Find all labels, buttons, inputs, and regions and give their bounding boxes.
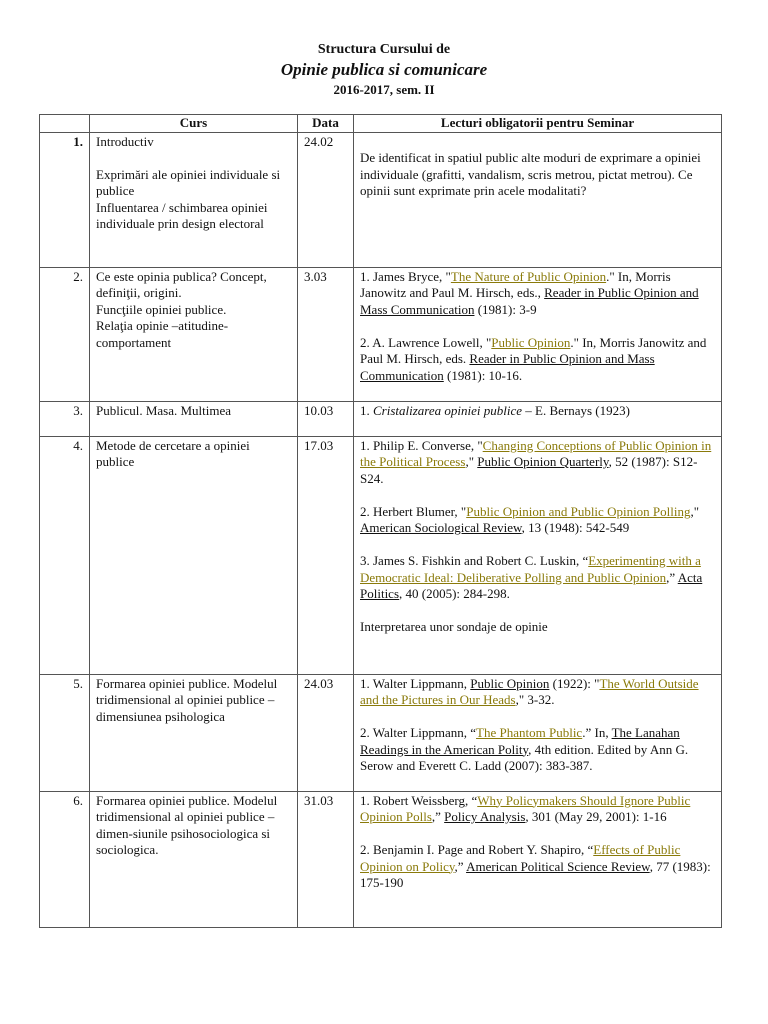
reading-text: (1981): 3-9 (474, 301, 537, 317)
course-text: Formarea opiniei publice. Modelul tridimensional al opiniei publice – dimensiunea psihologica (96, 675, 278, 724)
reading-item (360, 504, 715, 537)
reading-item (360, 725, 715, 775)
reading-text: , 4th edition. Edited by Ann G. Serow and Everett C. Ladd (2007): 383-387. (360, 741, 689, 773)
course-text: Relaţia opinie –atitudine-comportament (96, 318, 229, 350)
course-title: Opinie publica si comunicare (280, 60, 488, 79)
reading-item (360, 335, 715, 385)
course-text: Ce este opinia publica? Concept, definiţii, origini. (96, 268, 267, 300)
reading-item (360, 269, 715, 319)
reading-text: 1. (360, 402, 373, 418)
book-title: The Lanahan Readings in the American Polity (360, 725, 680, 757)
date-cell: 24.03 (298, 674, 354, 791)
reading-text: 2. Herbert Blumer, " (360, 503, 467, 519)
course-text: Exprimări ale opiniei individuale si publice (96, 166, 281, 198)
course-cell (90, 401, 298, 436)
table-row (40, 267, 722, 401)
course-text: Funcţiile opiniei publice. (96, 301, 227, 317)
reading-item (360, 553, 715, 603)
reading-text: ." In, Morris Janowitz and Paul M. Hirsch, eds., (360, 268, 671, 300)
reading-text: – E. Bernays (1923) (522, 402, 630, 418)
book-title: Reader in Public Opinion and Mass Communication (360, 285, 699, 317)
reading-text: ," (465, 454, 478, 469)
reading-link[interactable]: Changing Conceptions of Public Opinion in the Political Process (360, 437, 712, 469)
date-cell: 24.02 (298, 132, 354, 267)
row-number: 2. (40, 267, 90, 401)
reading-link[interactable]: Public Opinion (491, 334, 571, 350)
reading-item (360, 403, 715, 420)
reading-text: ,” (666, 569, 678, 585)
journal-title: Acta Politics (360, 569, 703, 601)
table-row (40, 401, 722, 436)
course-structure-table (39, 114, 722, 928)
reading-item (360, 676, 715, 709)
reading-link[interactable]: Public Opinion and Public Opinion Polling (466, 503, 691, 519)
reading-text: 2. Walter Lippmann, “ (360, 725, 477, 740)
reading-text: ," 3-32. (515, 692, 555, 707)
course-text: Formarea opiniei publice. Modelul tridimensional al opiniei publice – dimen-siunile psihosociologica si sociologica. (96, 792, 278, 857)
reading-item (360, 438, 715, 488)
row-number: 1. (40, 132, 90, 267)
journal-title: Public Opinion Quarterly (477, 454, 609, 469)
row-number: 6. (40, 791, 90, 927)
readings-cell (354, 267, 722, 401)
course-text (96, 150, 291, 167)
reading-text: , 40 (2005): 284-298. (399, 586, 510, 601)
reading-text: , 301 (May 29, 2001): 1-16 (525, 809, 667, 824)
table-row (40, 791, 722, 927)
reading-text: 1. Philip E. Converse, " (360, 437, 483, 453)
date-cell: 31.03 (298, 791, 354, 927)
reading-text: 3. James S. Fishkin and Robert C. Luskin, “ (360, 553, 589, 568)
reading-text: 1. Walter Lippmann, (360, 675, 471, 691)
reading-text: ." In, Morris Janowitz and Paul M. Hirsch, eds. (360, 334, 707, 366)
reading-text: , 52 (1987): S12-S24. (360, 454, 698, 486)
reading-link[interactable]: Experimenting with a Democratic Ideal: Deliberative Polling and Public Opinion (360, 553, 701, 585)
header-num (40, 115, 90, 133)
readings-cell (354, 401, 722, 436)
book-title: Public Opinion (470, 675, 550, 691)
reading-item (360, 793, 715, 826)
date-cell: 17.03 (298, 436, 354, 674)
title-line-1: Structura Cursului de (317, 42, 451, 57)
reading-text: ," (690, 503, 700, 519)
reading-text: (1922): " (549, 675, 600, 691)
reading-text: ,” (454, 858, 467, 874)
reading-text: 2. A. Lawrence Lowell, " (360, 334, 492, 350)
header-data: Data (298, 115, 354, 133)
reading-text: Interpretarea unor sondaje de opinie (360, 619, 548, 634)
course-text: Introductiv (96, 133, 154, 149)
course-cell (90, 674, 298, 791)
reading-text: , 77 (1983): 175-190 (360, 858, 711, 890)
book-title: Reader in Public Opinion and Mass Communication (360, 351, 655, 383)
reading-text: 1. James Bryce, " (360, 268, 451, 284)
row-number: 4. (40, 436, 90, 674)
reading-text: 1. Robert Weissberg, “ (360, 792, 478, 808)
reading-text: .” In, (582, 725, 612, 740)
header-lecturi: Lecturi obligatorii pentru Seminar (354, 115, 722, 133)
journal-title: American Political Science Review (466, 858, 650, 874)
reading-text: ,” (431, 809, 445, 824)
reading-item (360, 842, 715, 892)
course-text: Influentarea / schimbarea opiniei individuale prin design electoral (96, 199, 268, 231)
readings-cell (354, 674, 722, 791)
date-cell: 10.03 (298, 401, 354, 436)
row-number: 3. (40, 401, 90, 436)
reading-link[interactable]: The World Outside and the Pictures in Our Heads (360, 675, 699, 707)
header-curs: Curs (90, 115, 298, 133)
reading-link[interactable]: Why Policymakers Should Ignore Public Opinion Polls (360, 792, 691, 824)
reading-link[interactable]: Effects of Public Opinion on Policy (360, 842, 681, 874)
course-text: Publicul. Masa. Multimea (96, 402, 232, 418)
book-title: Cristalizarea opiniei publice (373, 402, 523, 418)
course-cell (90, 267, 298, 401)
course-cell (90, 791, 298, 927)
row-number: 5. (40, 674, 90, 791)
reading-text: De identificat in spatiul public alte moduri de exprimare a opiniei individuale (grafitti, vandalism, scris metrou, pictat metrou). Ce opinii sunt exprimate prin acele modalitati? (360, 150, 701, 198)
reading-text: 2. Benjamin I. Page and Robert Y. Shapiro, “ (360, 842, 594, 857)
readings-cell (354, 791, 722, 927)
table-row (40, 132, 722, 267)
table-row (40, 436, 722, 674)
journal-title: Policy Analysis (444, 809, 526, 824)
date-cell: 3.03 (298, 267, 354, 401)
course-cell (90, 132, 298, 267)
table-row (40, 674, 722, 791)
course-cell (90, 436, 298, 674)
table-header-row (40, 115, 722, 133)
academic-year: 2016-2017, sem. II (333, 82, 435, 97)
reading-link[interactable]: The Nature of Public Opinion (450, 268, 607, 284)
reading-text: , 13 (1948): 542-549 (521, 520, 630, 535)
reading-link[interactable]: The Phantom Public (476, 725, 583, 740)
journal-title: American Sociological Review (360, 520, 522, 535)
readings-cell (354, 132, 722, 267)
reading-text: (1981): 10-16. (443, 367, 523, 383)
course-text: Metode de cercetare a opiniei publice (96, 437, 250, 469)
readings-cell (354, 436, 722, 674)
